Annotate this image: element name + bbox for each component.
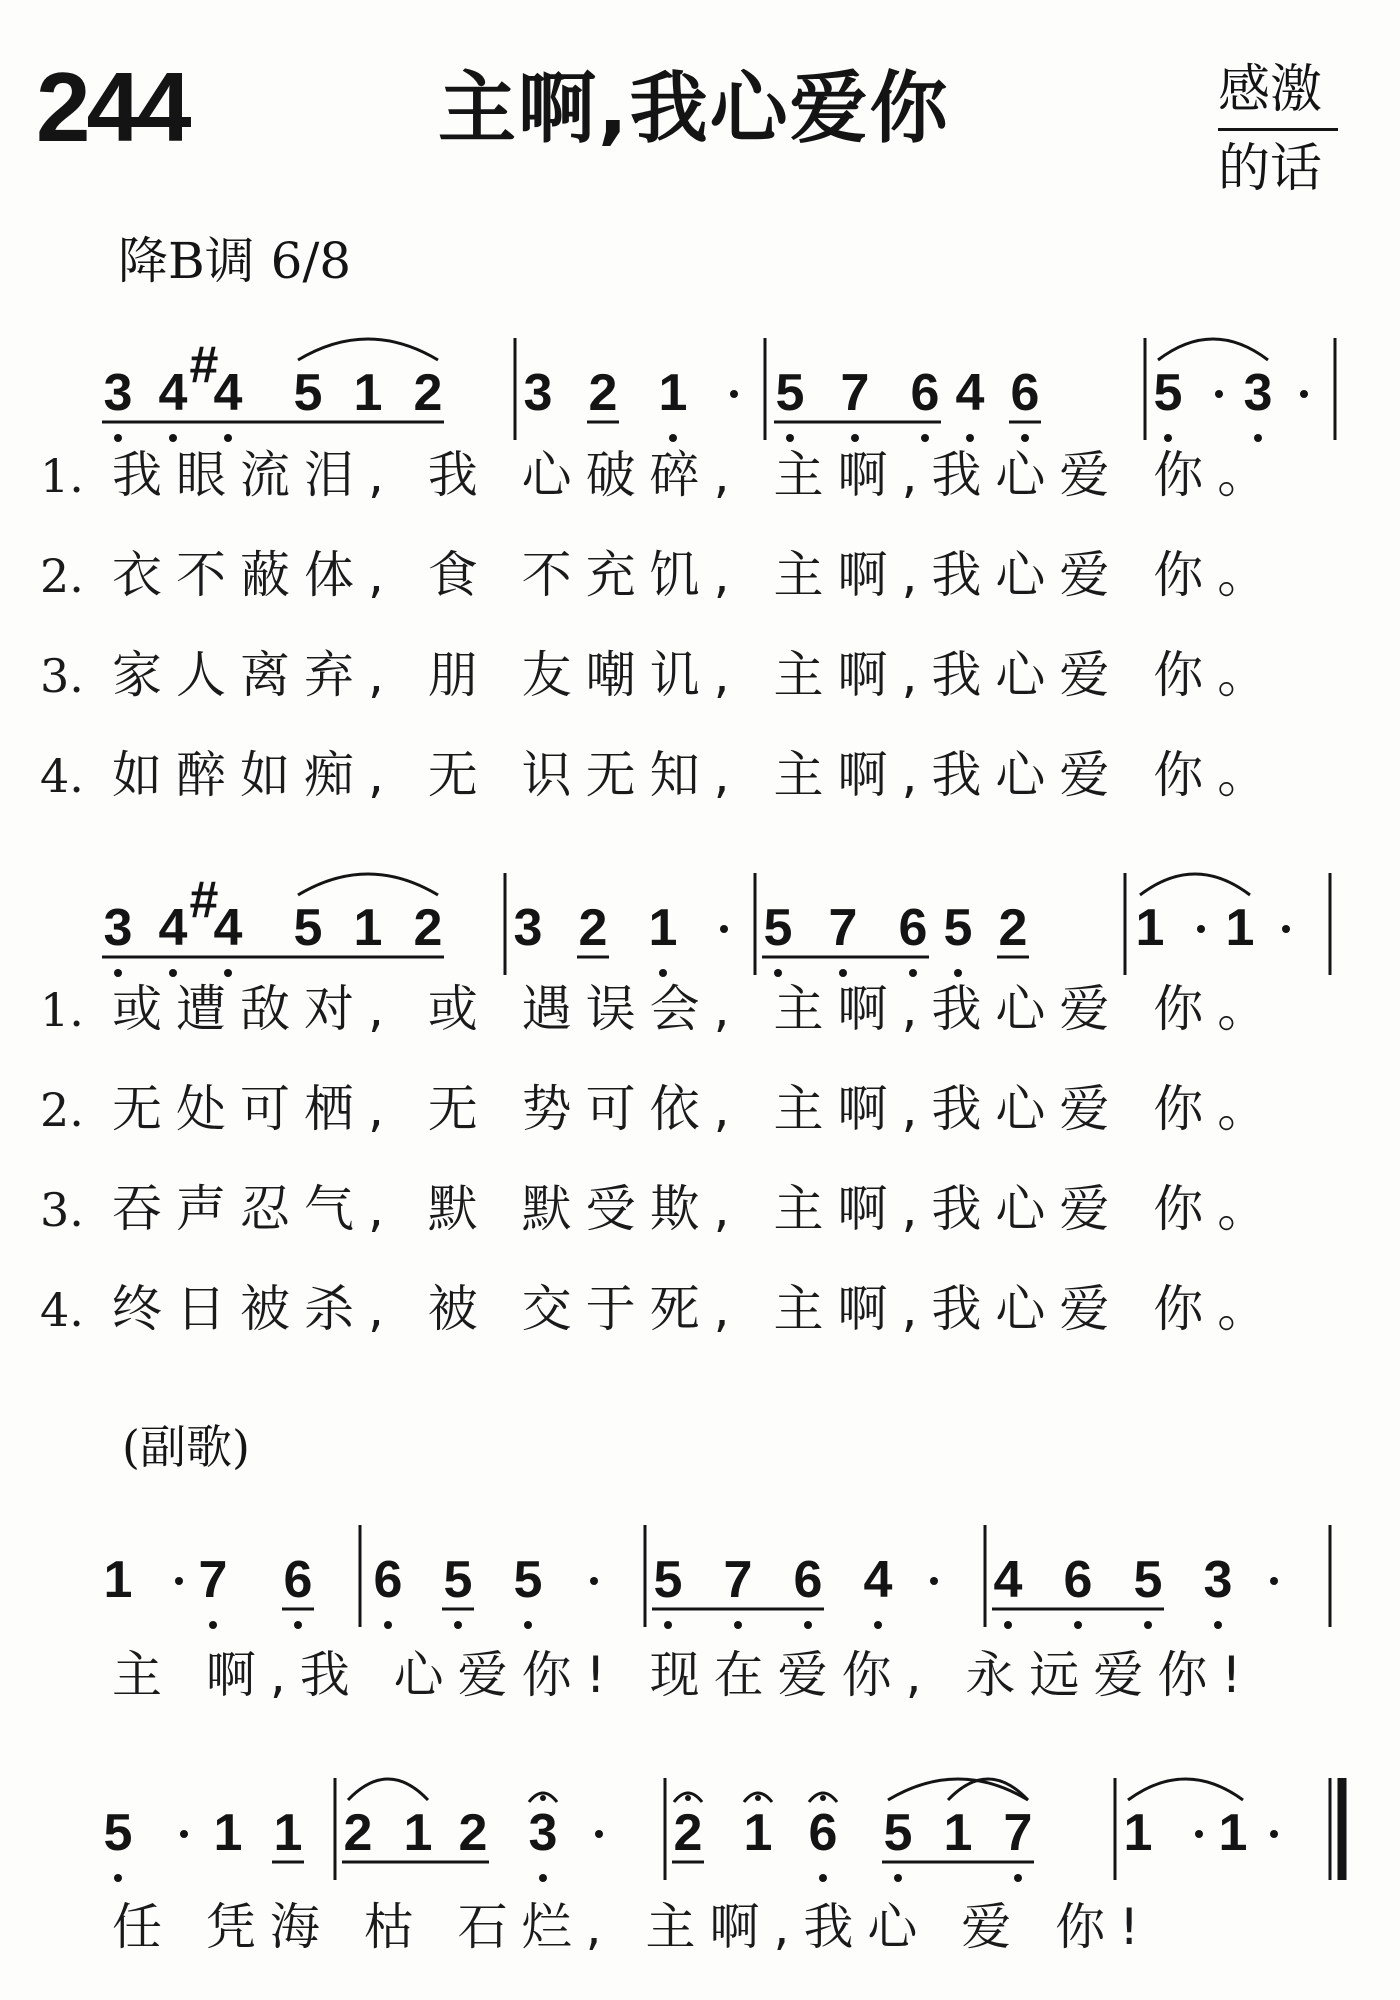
augmentation-dot xyxy=(1270,1577,1278,1585)
note-digit: 1 xyxy=(273,1804,303,1862)
verse-number: 3. xyxy=(40,649,84,703)
low-octave-dot xyxy=(954,969,962,977)
note-digit: 5 xyxy=(1133,1551,1163,1609)
slur xyxy=(1158,339,1268,360)
note-digit: 6 xyxy=(898,899,928,957)
low-octave-dot xyxy=(1144,1621,1152,1629)
note-digit: 2 xyxy=(588,364,618,422)
fermata-dot xyxy=(540,1795,546,1801)
note-digit: 1 xyxy=(1123,1804,1153,1862)
note-digit: 6 xyxy=(808,1804,838,1862)
low-octave-dot xyxy=(921,434,929,442)
augmentation-dot xyxy=(720,925,728,933)
note-digit: 3 xyxy=(103,899,133,957)
note-digit: 5 xyxy=(943,899,973,957)
low-octave-dot xyxy=(294,1621,302,1629)
category-bottom: 的话 xyxy=(1218,139,1323,199)
verse-number: 1. xyxy=(40,449,84,503)
augmentation-dot xyxy=(1195,1830,1203,1838)
sharp-sign: # xyxy=(189,871,219,929)
low-octave-dot xyxy=(209,1621,217,1629)
low-octave-dot xyxy=(384,1621,392,1629)
low-octave-dot xyxy=(114,969,122,977)
note-digit: 6 xyxy=(283,1551,313,1609)
note-digit: 1 xyxy=(103,1551,133,1609)
note-digit: 7 xyxy=(198,1551,228,1609)
note-digit: 1 xyxy=(353,899,383,957)
chorus-label: (副歌) xyxy=(122,1420,250,1474)
low-octave-dot xyxy=(114,434,122,442)
note-digit: 4 xyxy=(158,364,188,422)
low-octave-dot xyxy=(819,1874,827,1882)
note-digit: 2 xyxy=(458,1804,488,1862)
fermata-dot xyxy=(755,1795,761,1801)
verse-number: 3. xyxy=(40,1183,84,1237)
note-digit: 5 xyxy=(883,1804,913,1862)
verse-lyric: 吞声忍气, 默 默受欺, 主啊,我心爱 你。 xyxy=(112,1180,1282,1238)
sharp-sign: # xyxy=(189,336,219,394)
note-digit: 1 xyxy=(353,364,383,422)
augmentation-dot xyxy=(595,1830,603,1838)
low-octave-dot xyxy=(224,969,232,977)
low-octave-dot xyxy=(1004,1621,1012,1629)
note-digit: 1 xyxy=(658,364,688,422)
note-digit: 4 xyxy=(213,899,243,957)
note-digit: 5 xyxy=(293,364,323,422)
category-top: 感激 xyxy=(1218,64,1338,131)
note-digit: 4 xyxy=(213,364,243,422)
hymn-number: 244 xyxy=(36,52,188,162)
note-digit: 7 xyxy=(840,364,870,422)
hymn-title: 主啊,我心爱你 xyxy=(438,64,950,154)
low-octave-dot xyxy=(839,969,847,977)
note-digit: 2 xyxy=(413,899,443,957)
low-octave-dot xyxy=(454,1621,462,1629)
slur xyxy=(1128,1779,1243,1800)
low-octave-dot xyxy=(1214,1621,1222,1629)
low-octave-dot xyxy=(734,1621,742,1629)
note-digit: 5 xyxy=(763,899,793,957)
note-digit: 6 xyxy=(373,1551,403,1609)
low-octave-dot xyxy=(669,434,677,442)
note-digit: 1 xyxy=(1218,1804,1248,1862)
note-digit: 3 xyxy=(523,364,553,422)
augmentation-dot xyxy=(590,1577,598,1585)
low-octave-dot xyxy=(224,434,232,442)
note-digit: 7 xyxy=(828,899,858,957)
augmentation-dot xyxy=(730,390,738,398)
verse-lyric: 家人离弃, 朋 友嘲讥, 主啊,我心爱 你。 xyxy=(112,646,1282,704)
note-digit: 5 xyxy=(103,1804,133,1862)
note-digit: 5 xyxy=(513,1551,543,1609)
note-digit: 5 xyxy=(1153,364,1183,422)
note-digit: 2 xyxy=(413,364,443,422)
verse-number: 1. xyxy=(40,983,84,1037)
augmentation-dot xyxy=(180,1830,188,1838)
low-octave-dot xyxy=(524,1621,532,1629)
note-digit: 5 xyxy=(443,1551,473,1609)
verse-lyric: 衣不蔽体, 食 不充饥, 主啊,我心爱 你。 xyxy=(112,546,1282,604)
note-digit: 6 xyxy=(1010,364,1040,422)
key-signature: 降B调 6/8 xyxy=(118,232,352,290)
low-octave-dot xyxy=(1021,434,1029,442)
low-octave-dot xyxy=(664,1621,672,1629)
verse-lyric: 如醉如痴, 无 识无知, 主啊,我心爱 你。 xyxy=(112,746,1282,804)
note-digit: 6 xyxy=(1063,1551,1093,1609)
verse-number: 2. xyxy=(40,1083,84,1137)
low-octave-dot xyxy=(1074,1621,1082,1629)
note-digit: 4 xyxy=(863,1551,893,1609)
note-digit: 3 xyxy=(1243,364,1273,422)
low-octave-dot xyxy=(1014,1874,1022,1882)
note-digit: 5 xyxy=(775,364,805,422)
verse-lyric: 我眼流泪, 我 心破碎, 主啊,我心爱 你。 xyxy=(112,446,1282,504)
slur xyxy=(298,339,438,360)
low-octave-dot xyxy=(1164,434,1172,442)
note-digit: 1 xyxy=(943,1804,973,1862)
low-octave-dot xyxy=(851,434,859,442)
note-digit: 4 xyxy=(158,899,188,957)
verse-lyric: 终日被杀, 被 交于死, 主啊,我心爱 你。 xyxy=(112,1280,1282,1338)
chorus-lyric: 主 啊,我 心爱你! 现在爱你, 永远爱你! xyxy=(112,1646,1256,1704)
note-digit: 3 xyxy=(103,364,133,422)
verse-lyric: 无处可栖, 无 势可依, 主啊,我心爱 你。 xyxy=(112,1080,1282,1138)
augmentation-dot xyxy=(1300,390,1308,398)
note-digit: 4 xyxy=(955,364,985,422)
low-octave-dot xyxy=(786,434,794,442)
augmentation-dot xyxy=(1282,925,1290,933)
slur xyxy=(298,874,438,895)
note-digit: 6 xyxy=(793,1551,823,1609)
slur xyxy=(348,1779,428,1800)
note-digit: 2 xyxy=(343,1804,373,1862)
fermata-dot xyxy=(820,1795,826,1801)
chorus-lyric: 任 凭海 枯 石烂, 主啊,我心 爱 你! xyxy=(112,1898,1154,1956)
slur xyxy=(1140,874,1250,895)
low-octave-dot xyxy=(1254,434,1262,442)
low-octave-dot xyxy=(774,969,782,977)
note-digit: 5 xyxy=(653,1551,683,1609)
low-octave-dot xyxy=(874,1621,882,1629)
note-digit: 3 xyxy=(513,899,543,957)
low-octave-dot xyxy=(909,969,917,977)
low-octave-dot xyxy=(169,969,177,977)
note-digit: 3 xyxy=(528,1804,558,1862)
augmentation-dot xyxy=(175,1577,183,1585)
note-digit: 7 xyxy=(723,1551,753,1609)
augmentation-dot xyxy=(1270,1830,1278,1838)
note-digit: 2 xyxy=(578,899,608,957)
augmentation-dot xyxy=(1197,925,1205,933)
note-digit: 1 xyxy=(743,1804,773,1862)
low-octave-dot xyxy=(539,1874,547,1882)
note-digit: 5 xyxy=(293,899,323,957)
note-digit: 1 xyxy=(1135,899,1165,957)
note-digit: 2 xyxy=(998,899,1028,957)
low-octave-dot xyxy=(804,1621,812,1629)
low-octave-dot xyxy=(966,434,974,442)
note-digit: 7 xyxy=(1003,1804,1033,1862)
note-digit: 1 xyxy=(403,1804,433,1862)
note-digit: 1 xyxy=(648,899,678,957)
verse-number: 4. xyxy=(40,749,84,803)
augmentation-dot xyxy=(1215,390,1223,398)
verse-number: 2. xyxy=(40,549,84,603)
note-digit: 3 xyxy=(1203,1551,1233,1609)
low-octave-dot xyxy=(659,969,667,977)
note-digit: 6 xyxy=(910,364,940,422)
fermata-dot xyxy=(685,1795,691,1801)
low-octave-dot xyxy=(114,1874,122,1882)
note-digit: 1 xyxy=(1225,899,1255,957)
verse-number: 4. xyxy=(40,1283,84,1337)
low-octave-dot xyxy=(894,1874,902,1882)
note-digit: 4 xyxy=(993,1551,1023,1609)
verse-lyric: 或遭敌对, 或 遇误会, 主啊,我心爱 你。 xyxy=(112,980,1282,1038)
low-octave-dot xyxy=(169,434,177,442)
augmentation-dot xyxy=(930,1577,938,1585)
note-digit: 1 xyxy=(213,1804,243,1862)
note-digit: 2 xyxy=(673,1804,703,1862)
